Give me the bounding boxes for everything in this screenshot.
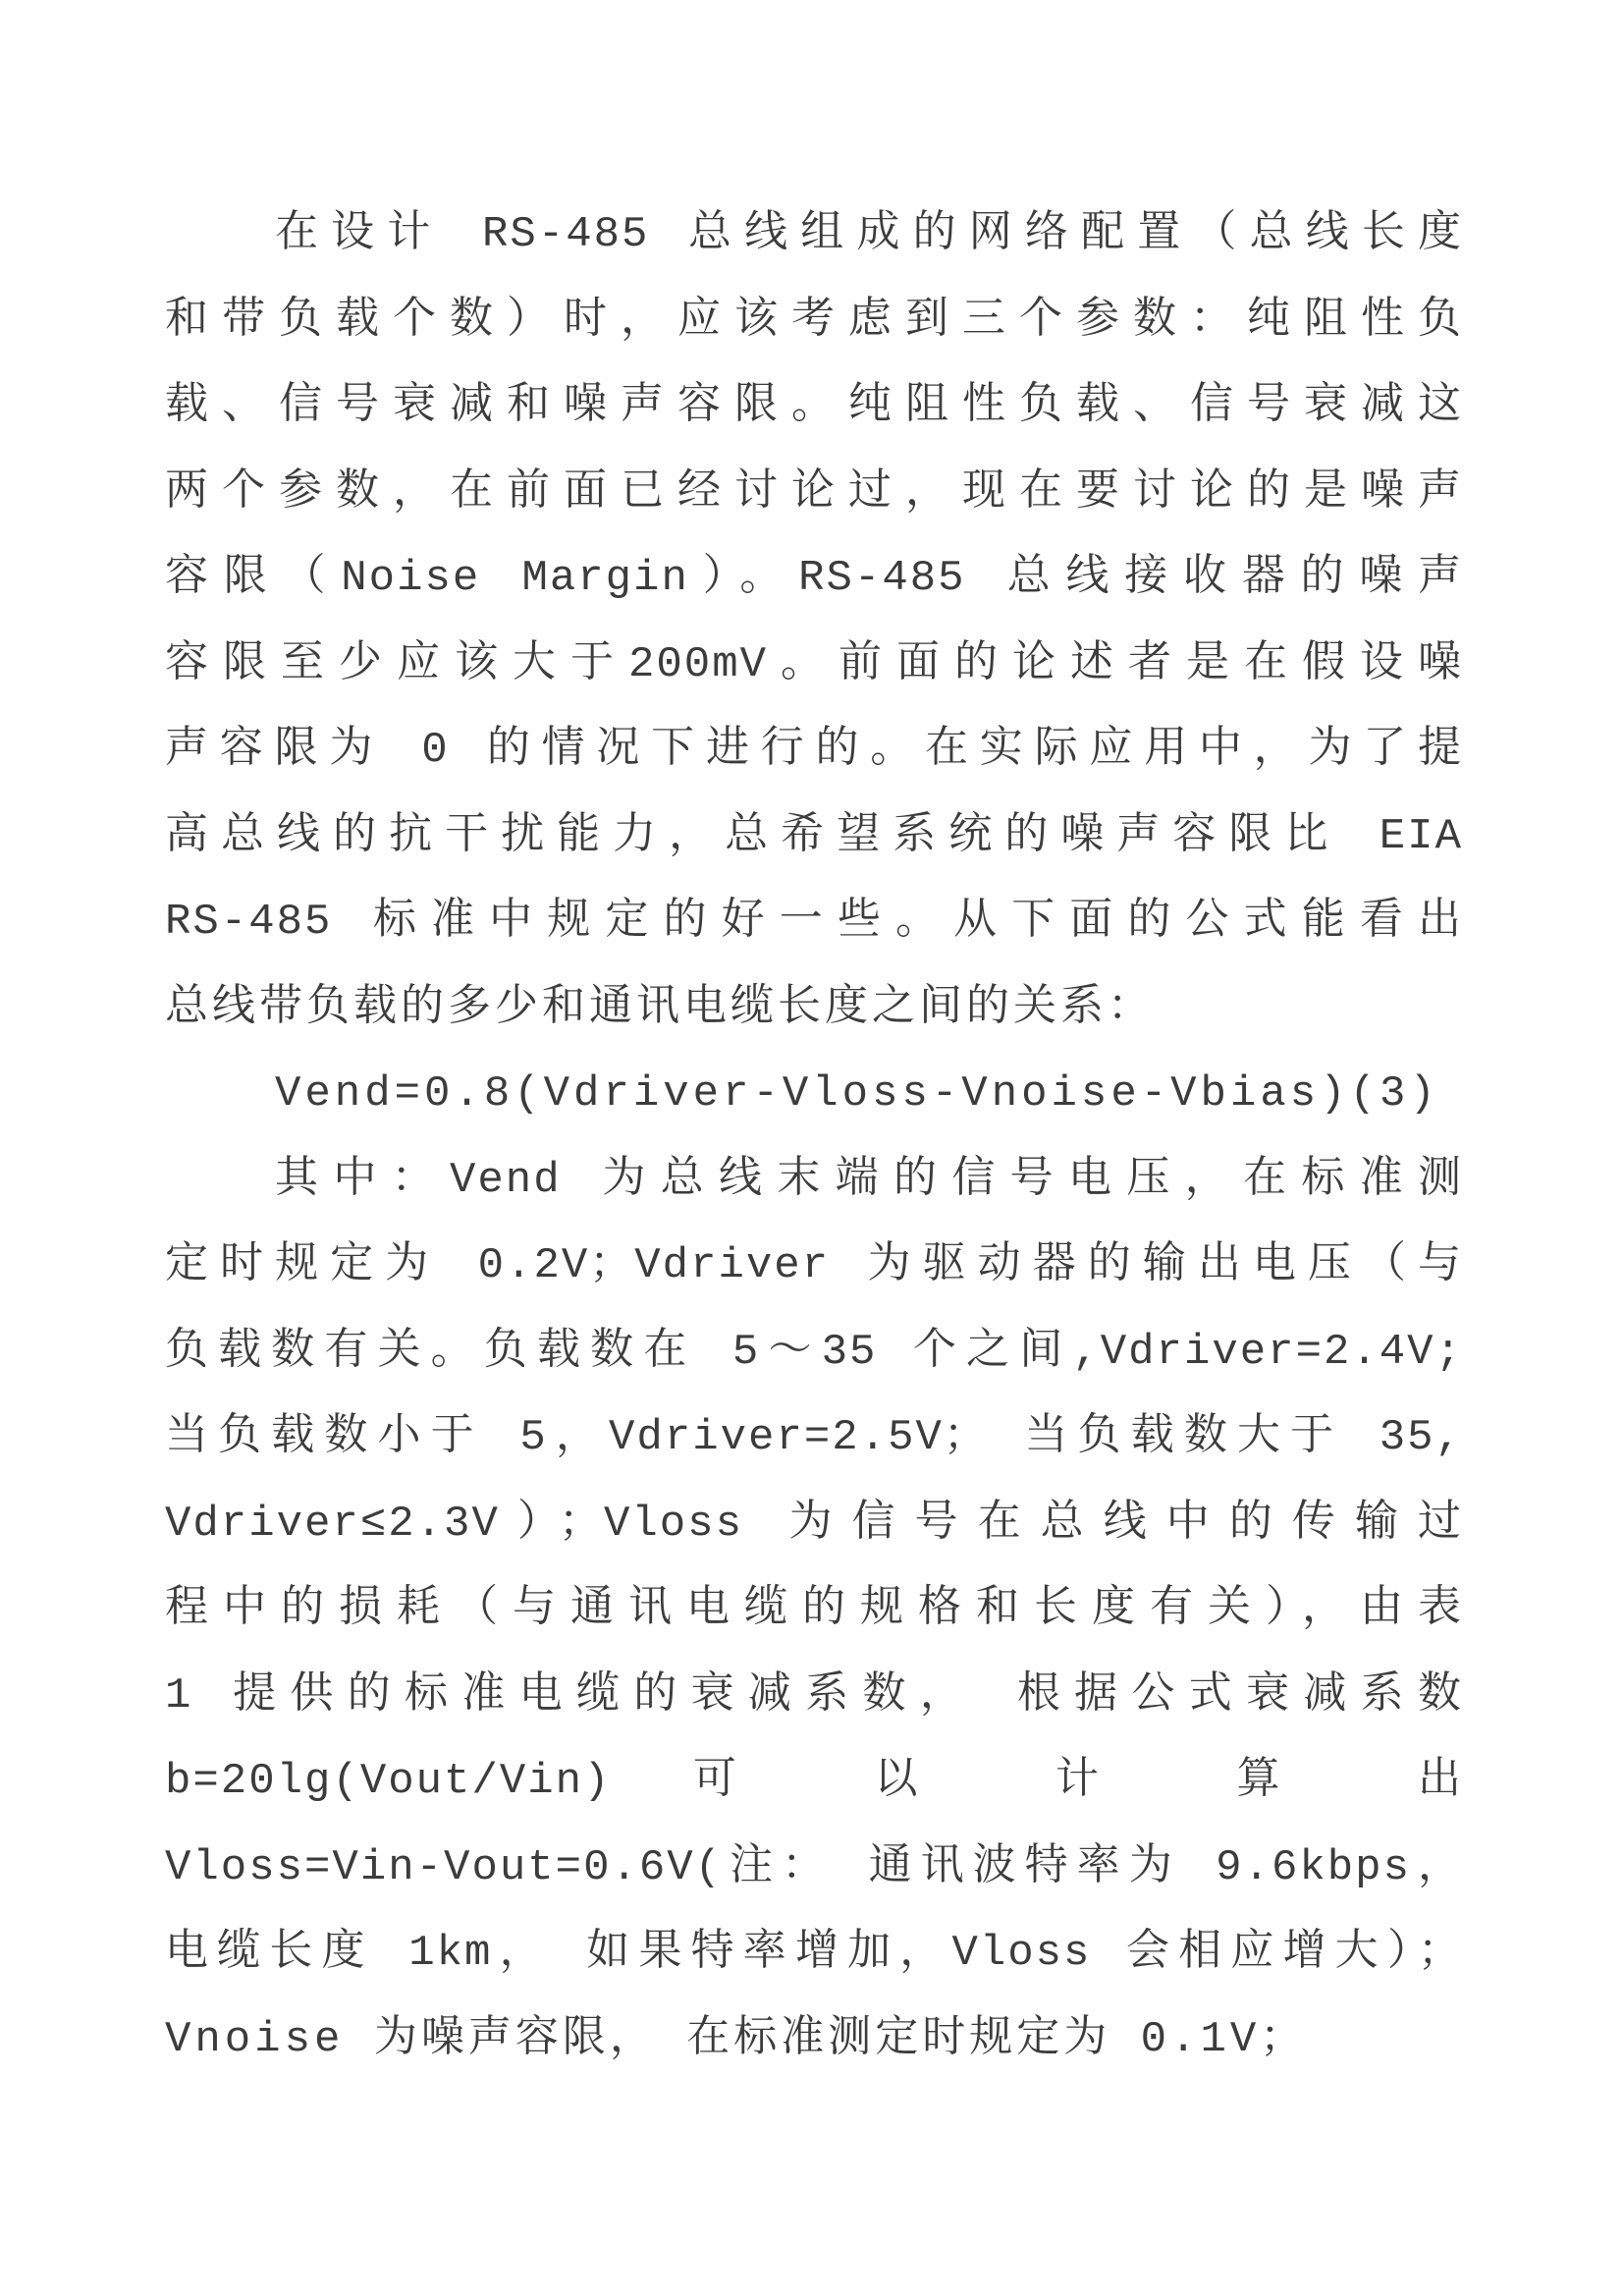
text-line: 程中的损耗（与通讯电缆的规格和长度有关），由表 xyxy=(165,1585,1463,1634)
text-line: 其中：Vend 为总线末端的信号电压，在标准测 xyxy=(275,1155,1463,1205)
text-line: 在设计 RS-485 总线组成的网络配置（总线长度 xyxy=(275,210,1463,259)
text-line: 两个参数，在前面已经讨论过，现在要讨论的是噪声 xyxy=(165,467,1463,518)
text-line: 电缆长度 1km， 如果特率增加，Vloss 会相应增大）； xyxy=(165,1929,1463,1978)
text-line: b=20lg(Vout/Vin) 可 以 计 算 出 xyxy=(165,1757,1463,1806)
text-line: 容限（Noise Margin）。RS-485 总线接收器的噪声 xyxy=(165,554,1463,603)
text-line: 负载数有关。负载数在 5～35 个之间,Vdriver=2.4V; xyxy=(165,1327,1463,1377)
text-line: 和带负载个数）时，应该考虑到三个参数：纯阻性负 xyxy=(165,296,1463,346)
text-line: Vnoise 为噪声容限， 在标准测定时规定为 0.1V； xyxy=(165,2014,1308,2064)
text-line: Vend=0.8(Vdriver-Vloss-Vnoise-Vbias)(3) xyxy=(275,1069,1439,1119)
text-line: 当负载数小于 5，Vdriver=2.5V； 当负载数大于 35, xyxy=(165,1413,1463,1462)
document-body xyxy=(165,192,1463,2083)
text-line: Vloss=Vin-Vout=0.6V(注： 通讯波特率为 9.6kbps， xyxy=(165,1842,1463,1892)
text-line: 声容限为 0 的情况下进行的。在实际应用中，为了提 xyxy=(165,726,1463,775)
text-line: 载、信号衰减和噪声容限。纯阻性负载、信号衰减这 xyxy=(165,382,1463,431)
text-line: RS-485 标准中规定的好一些。从下面的公式能看出 xyxy=(165,898,1463,947)
text-line: 容限至少应该大于200mV。前面的论述者是在假设噪 xyxy=(165,639,1463,689)
text-line: 总线带负载的多少和通讯电缆长度之间的关系： xyxy=(165,983,1155,1033)
text-line: Vdriver≤2.3V）；Vloss 为信号在总线中的传输过 xyxy=(165,1499,1463,1549)
text-line: 高总线的抗干扰能力，总希望系统的噪声容限比 EIA xyxy=(165,811,1463,861)
text-line: 定时规定为 0.2V；Vdriver 为驱动器的输出电压（与 xyxy=(165,1241,1463,1290)
text-line: 1 提供的标准电缆的衰减系数， 根据公式衰减系数 xyxy=(165,1670,1463,1721)
